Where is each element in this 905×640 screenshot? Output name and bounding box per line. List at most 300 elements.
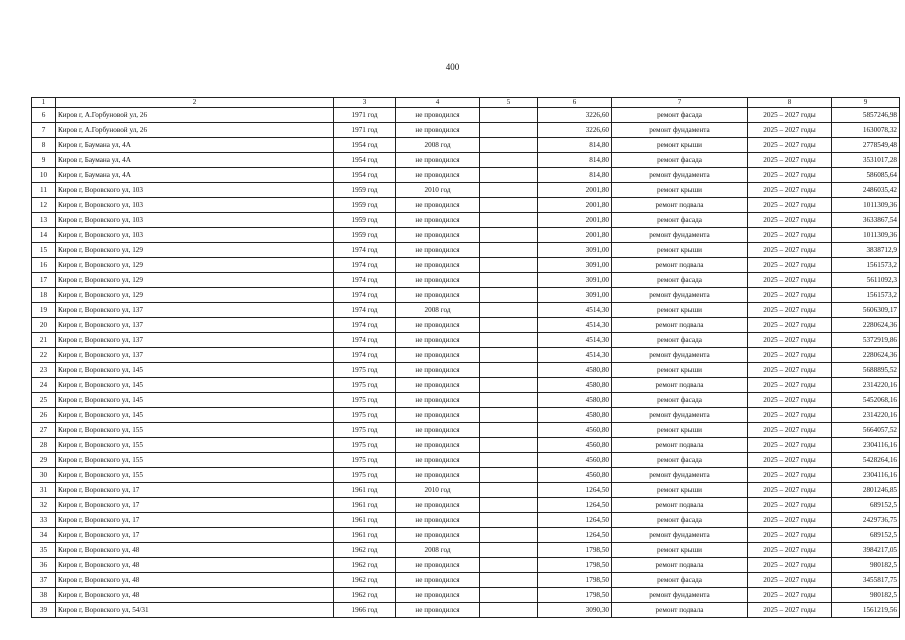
table-row bbox=[32, 363, 900, 378]
build-year-cell: 1959 год bbox=[334, 213, 396, 228]
address-cell: Киров г, А.Горбуновой ул, 26 bbox=[56, 123, 334, 138]
address-cell: Киров г, Воровского ул, 137 bbox=[56, 348, 334, 363]
period-cell: 2025 – 2027 годы bbox=[748, 453, 832, 468]
area-cell: 1798,50 bbox=[538, 543, 612, 558]
row-number: 21 bbox=[32, 333, 56, 348]
last-repair-cell: не проводился bbox=[396, 513, 480, 528]
table-row bbox=[32, 393, 900, 408]
last-repair-cell: не проводился bbox=[396, 408, 480, 423]
table-row bbox=[32, 273, 900, 288]
period-cell: 2025 – 2027 годы bbox=[748, 378, 832, 393]
address-cell: Киров г, Воровского ул, 48 bbox=[56, 588, 334, 603]
empty-cell bbox=[480, 243, 538, 258]
address-cell: Киров г, Воровского ул, 145 bbox=[56, 363, 334, 378]
work-type-cell: ремонт фасада bbox=[612, 153, 748, 168]
column-number: 7 bbox=[612, 98, 748, 108]
work-type-cell: ремонт крыши bbox=[612, 303, 748, 318]
table-row bbox=[32, 183, 900, 198]
area-cell: 814,80 bbox=[538, 138, 612, 153]
last-repair-cell: не проводился bbox=[396, 348, 480, 363]
cost-cell: 1561573,2 bbox=[832, 258, 900, 273]
cost-cell: 3984217,05 bbox=[832, 543, 900, 558]
build-year-cell: 1975 год bbox=[334, 363, 396, 378]
build-year-cell: 1975 год bbox=[334, 453, 396, 468]
work-type-cell: ремонт фасада bbox=[612, 513, 748, 528]
period-cell: 2025 – 2027 годы bbox=[748, 168, 832, 183]
column-number: 9 bbox=[832, 98, 900, 108]
address-cell: Киров г, Воровского ул, 17 bbox=[56, 528, 334, 543]
work-type-cell: ремонт подвала bbox=[612, 498, 748, 513]
row-number: 10 bbox=[32, 168, 56, 183]
work-type-cell: ремонт фундамента bbox=[612, 123, 748, 138]
work-type-cell: ремонт фасада bbox=[612, 333, 748, 348]
cost-cell: 3633867,54 bbox=[832, 213, 900, 228]
address-cell: Киров г, Баумана ул, 4А bbox=[56, 138, 334, 153]
build-year-cell: 1961 год bbox=[334, 498, 396, 513]
build-year-cell: 1954 год bbox=[334, 153, 396, 168]
empty-cell bbox=[480, 288, 538, 303]
column-number-row bbox=[32, 98, 900, 108]
work-type-cell: ремонт подвала bbox=[612, 258, 748, 273]
empty-cell bbox=[480, 483, 538, 498]
row-number: 22 bbox=[32, 348, 56, 363]
period-cell: 2025 – 2027 годы bbox=[748, 333, 832, 348]
table-body bbox=[32, 98, 900, 618]
last-repair-cell: не проводился bbox=[396, 258, 480, 273]
period-cell: 2025 – 2027 годы bbox=[748, 318, 832, 333]
area-cell: 4514,30 bbox=[538, 348, 612, 363]
address-cell: Киров г, Воровского ул, 103 bbox=[56, 198, 334, 213]
row-number: 38 bbox=[32, 588, 56, 603]
row-number: 7 bbox=[32, 123, 56, 138]
empty-cell bbox=[480, 498, 538, 513]
area-cell: 2001,80 bbox=[538, 198, 612, 213]
build-year-cell: 1974 год bbox=[334, 258, 396, 273]
cost-cell: 2280624,36 bbox=[832, 348, 900, 363]
period-cell: 2025 – 2027 годы bbox=[748, 123, 832, 138]
last-repair-cell: 2008 год bbox=[396, 138, 480, 153]
work-type-cell: ремонт крыши bbox=[612, 243, 748, 258]
last-repair-cell: не проводился bbox=[396, 333, 480, 348]
empty-cell bbox=[480, 378, 538, 393]
last-repair-cell: не проводился bbox=[396, 108, 480, 123]
address-cell: Киров г, Воровского ул, 145 bbox=[56, 408, 334, 423]
work-type-cell: ремонт крыши bbox=[612, 183, 748, 198]
address-cell: Киров г, Воровского ул, 103 bbox=[56, 228, 334, 243]
build-year-cell: 1975 год bbox=[334, 378, 396, 393]
area-cell: 3090,30 bbox=[538, 603, 612, 618]
empty-cell bbox=[480, 153, 538, 168]
build-year-cell: 1974 год bbox=[334, 333, 396, 348]
work-type-cell: ремонт подвала bbox=[612, 438, 748, 453]
period-cell: 2025 – 2027 годы bbox=[748, 528, 832, 543]
row-number: 12 bbox=[32, 198, 56, 213]
period-cell: 2025 – 2027 годы bbox=[748, 513, 832, 528]
build-year-cell: 1975 год bbox=[334, 393, 396, 408]
table-row bbox=[32, 483, 900, 498]
last-repair-cell: не проводился bbox=[396, 363, 480, 378]
last-repair-cell: не проводился bbox=[396, 168, 480, 183]
empty-cell bbox=[480, 468, 538, 483]
build-year-cell: 1961 год bbox=[334, 483, 396, 498]
period-cell: 2025 – 2027 годы bbox=[748, 288, 832, 303]
last-repair-cell: не проводился bbox=[396, 378, 480, 393]
period-cell: 2025 – 2027 годы bbox=[748, 483, 832, 498]
empty-cell bbox=[480, 438, 538, 453]
area-cell: 814,80 bbox=[538, 153, 612, 168]
cost-cell: 2304116,16 bbox=[832, 468, 900, 483]
build-year-cell: 1961 год bbox=[334, 513, 396, 528]
cost-cell: 1630078,32 bbox=[832, 123, 900, 138]
period-cell: 2025 – 2027 годы bbox=[748, 558, 832, 573]
table-row bbox=[32, 603, 900, 618]
row-number: 20 bbox=[32, 318, 56, 333]
cost-cell: 689152,5 bbox=[832, 498, 900, 513]
area-cell: 1798,50 bbox=[538, 558, 612, 573]
period-cell: 2025 – 2027 годы bbox=[748, 108, 832, 123]
work-type-cell: ремонт фасада bbox=[612, 453, 748, 468]
empty-cell bbox=[480, 543, 538, 558]
table-row bbox=[32, 303, 900, 318]
period-cell: 2025 – 2027 годы bbox=[748, 303, 832, 318]
empty-cell bbox=[480, 168, 538, 183]
area-cell: 3091,00 bbox=[538, 243, 612, 258]
row-number: 25 bbox=[32, 393, 56, 408]
row-number: 15 bbox=[32, 243, 56, 258]
table-row bbox=[32, 258, 900, 273]
cost-cell: 2778549,48 bbox=[832, 138, 900, 153]
area-cell: 4560,80 bbox=[538, 423, 612, 438]
row-number: 14 bbox=[32, 228, 56, 243]
work-type-cell: ремонт крыши bbox=[612, 423, 748, 438]
last-repair-cell: не проводился bbox=[396, 588, 480, 603]
table-row bbox=[32, 138, 900, 153]
area-cell: 4560,80 bbox=[538, 468, 612, 483]
address-cell: Киров г, Воровского ул, 155 bbox=[56, 453, 334, 468]
empty-cell bbox=[480, 108, 538, 123]
table-row bbox=[32, 468, 900, 483]
period-cell: 2025 – 2027 годы bbox=[748, 468, 832, 483]
cost-cell: 586085,64 bbox=[832, 168, 900, 183]
last-repair-cell: 2010 год bbox=[396, 483, 480, 498]
area-cell: 4514,30 bbox=[538, 303, 612, 318]
column-number: 3 bbox=[334, 98, 396, 108]
table-row bbox=[32, 108, 900, 123]
empty-cell bbox=[480, 333, 538, 348]
last-repair-cell: не проводился bbox=[396, 213, 480, 228]
period-cell: 2025 – 2027 годы bbox=[748, 438, 832, 453]
work-type-cell: ремонт фундамента bbox=[612, 288, 748, 303]
cost-cell: 5452068,16 bbox=[832, 393, 900, 408]
row-number: 13 bbox=[32, 213, 56, 228]
row-number: 16 bbox=[32, 258, 56, 273]
table-row bbox=[32, 498, 900, 513]
row-number: 8 bbox=[32, 138, 56, 153]
area-cell: 4560,80 bbox=[538, 438, 612, 453]
row-number: 33 bbox=[32, 513, 56, 528]
table-row bbox=[32, 513, 900, 528]
last-repair-cell: не проводился bbox=[396, 243, 480, 258]
last-repair-cell: не проводился bbox=[396, 288, 480, 303]
cost-cell: 2314220,16 bbox=[832, 378, 900, 393]
address-cell: Киров г, А.Горбуновой ул, 26 bbox=[56, 108, 334, 123]
cost-cell: 1011309,36 bbox=[832, 198, 900, 213]
row-number: 9 bbox=[32, 153, 56, 168]
table-row bbox=[32, 528, 900, 543]
empty-cell bbox=[480, 318, 538, 333]
cost-cell: 2429736,75 bbox=[832, 513, 900, 528]
row-number: 36 bbox=[32, 558, 56, 573]
work-type-cell: ремонт крыши bbox=[612, 543, 748, 558]
address-cell: Киров г, Воровского ул, 145 bbox=[56, 378, 334, 393]
build-year-cell: 1961 год bbox=[334, 528, 396, 543]
build-year-cell: 1959 год bbox=[334, 183, 396, 198]
repair-schedule-table bbox=[31, 97, 900, 618]
area-cell: 4560,80 bbox=[538, 453, 612, 468]
row-number: 39 bbox=[32, 603, 56, 618]
row-number: 34 bbox=[32, 528, 56, 543]
last-repair-cell: не проводился bbox=[396, 153, 480, 168]
column-number: 4 bbox=[396, 98, 480, 108]
row-number: 17 bbox=[32, 273, 56, 288]
cost-cell: 3531017,28 bbox=[832, 153, 900, 168]
work-type-cell: ремонт фундамента bbox=[612, 528, 748, 543]
build-year-cell: 1974 год bbox=[334, 318, 396, 333]
cost-cell: 2486035,42 bbox=[832, 183, 900, 198]
table-row bbox=[32, 558, 900, 573]
cost-cell: 1561219,56 bbox=[832, 603, 900, 618]
empty-cell bbox=[480, 528, 538, 543]
table-row bbox=[32, 588, 900, 603]
cost-cell: 5372919,86 bbox=[832, 333, 900, 348]
table-row bbox=[32, 123, 900, 138]
build-year-cell: 1966 год bbox=[334, 603, 396, 618]
area-cell: 3091,00 bbox=[538, 288, 612, 303]
build-year-cell: 1962 год bbox=[334, 558, 396, 573]
area-cell: 814,80 bbox=[538, 168, 612, 183]
cost-cell: 5857246,98 bbox=[832, 108, 900, 123]
row-number: 19 bbox=[32, 303, 56, 318]
build-year-cell: 1974 год bbox=[334, 288, 396, 303]
address-cell: Киров г, Воровского ул, 48 bbox=[56, 558, 334, 573]
cost-cell: 5428264,16 bbox=[832, 453, 900, 468]
area-cell: 3091,00 bbox=[538, 273, 612, 288]
period-cell: 2025 – 2027 годы bbox=[748, 213, 832, 228]
last-repair-cell: не проводился bbox=[396, 198, 480, 213]
work-type-cell: ремонт подвала bbox=[612, 558, 748, 573]
cost-cell: 980182,5 bbox=[832, 588, 900, 603]
last-repair-cell: 2008 год bbox=[396, 543, 480, 558]
area-cell: 4514,30 bbox=[538, 333, 612, 348]
area-cell: 1798,50 bbox=[538, 588, 612, 603]
empty-cell bbox=[480, 213, 538, 228]
table-row bbox=[32, 543, 900, 558]
period-cell: 2025 – 2027 годы bbox=[748, 348, 832, 363]
last-repair-cell: не проводился bbox=[396, 438, 480, 453]
table-row bbox=[32, 318, 900, 333]
column-number: 5 bbox=[480, 98, 538, 108]
period-cell: 2025 – 2027 годы bbox=[748, 408, 832, 423]
address-cell: Киров г, Воровского ул, 103 bbox=[56, 213, 334, 228]
last-repair-cell: не проводился bbox=[396, 558, 480, 573]
period-cell: 2025 – 2027 годы bbox=[748, 153, 832, 168]
area-cell: 1264,50 bbox=[538, 528, 612, 543]
address-cell: Киров г, Воровского ул, 129 bbox=[56, 288, 334, 303]
cost-cell: 689152,5 bbox=[832, 528, 900, 543]
address-cell: Киров г, Баумана ул, 4А bbox=[56, 168, 334, 183]
build-year-cell: 1971 год bbox=[334, 108, 396, 123]
row-number: 24 bbox=[32, 378, 56, 393]
empty-cell bbox=[480, 123, 538, 138]
address-cell: Киров г, Воровского ул, 137 bbox=[56, 303, 334, 318]
work-type-cell: ремонт подвала bbox=[612, 198, 748, 213]
row-number: 29 bbox=[32, 453, 56, 468]
address-cell: Киров г, Воровского ул, 54/31 bbox=[56, 603, 334, 618]
build-year-cell: 1962 год bbox=[334, 543, 396, 558]
area-cell: 2001,80 bbox=[538, 213, 612, 228]
table-row bbox=[32, 423, 900, 438]
address-cell: Киров г, Баумана ул, 4А bbox=[56, 153, 334, 168]
period-cell: 2025 – 2027 годы bbox=[748, 543, 832, 558]
period-cell: 2025 – 2027 годы bbox=[748, 273, 832, 288]
build-year-cell: 1975 год bbox=[334, 438, 396, 453]
build-year-cell: 1974 год bbox=[334, 243, 396, 258]
table-row bbox=[32, 213, 900, 228]
table-row bbox=[32, 348, 900, 363]
area-cell: 1264,50 bbox=[538, 483, 612, 498]
column-number: 2 bbox=[56, 98, 334, 108]
empty-cell bbox=[480, 348, 538, 363]
row-number: 31 bbox=[32, 483, 56, 498]
area-cell: 1798,50 bbox=[538, 573, 612, 588]
work-type-cell: ремонт фасада bbox=[612, 573, 748, 588]
row-number: 18 bbox=[32, 288, 56, 303]
last-repair-cell: не проводился bbox=[396, 423, 480, 438]
area-cell: 4580,80 bbox=[538, 408, 612, 423]
empty-cell bbox=[480, 138, 538, 153]
table-row bbox=[32, 153, 900, 168]
cost-cell: 2304116,16 bbox=[832, 438, 900, 453]
period-cell: 2025 – 2027 годы bbox=[748, 393, 832, 408]
cost-cell: 2280624,36 bbox=[832, 318, 900, 333]
address-cell: Киров г, Воровского ул, 129 bbox=[56, 273, 334, 288]
period-cell: 2025 – 2027 годы bbox=[748, 588, 832, 603]
address-cell: Киров г, Воровского ул, 17 bbox=[56, 483, 334, 498]
area-cell: 3226,60 bbox=[538, 123, 612, 138]
area-cell: 1264,50 bbox=[538, 498, 612, 513]
address-cell: Киров г, Воровского ул, 155 bbox=[56, 468, 334, 483]
work-type-cell: ремонт фундамента bbox=[612, 348, 748, 363]
address-cell: Киров г, Воровского ул, 17 bbox=[56, 498, 334, 513]
table-row bbox=[32, 378, 900, 393]
last-repair-cell: 2010 год bbox=[396, 183, 480, 198]
last-repair-cell: не проводился bbox=[396, 468, 480, 483]
work-type-cell: ремонт фасада bbox=[612, 273, 748, 288]
area-cell: 4580,80 bbox=[538, 393, 612, 408]
area-cell: 4580,80 bbox=[538, 363, 612, 378]
build-year-cell: 1974 год bbox=[334, 303, 396, 318]
work-type-cell: ремонт подвала bbox=[612, 603, 748, 618]
last-repair-cell: не проводился bbox=[396, 573, 480, 588]
period-cell: 2025 – 2027 годы bbox=[748, 258, 832, 273]
empty-cell bbox=[480, 273, 538, 288]
period-cell: 2025 – 2027 годы bbox=[748, 183, 832, 198]
table-row bbox=[32, 453, 900, 468]
row-number: 35 bbox=[32, 543, 56, 558]
last-repair-cell: не проводился bbox=[396, 528, 480, 543]
work-type-cell: ремонт фундамента bbox=[612, 168, 748, 183]
build-year-cell: 1974 год bbox=[334, 348, 396, 363]
cost-cell: 2314220,16 bbox=[832, 408, 900, 423]
build-year-cell: 1954 год bbox=[334, 138, 396, 153]
table-row bbox=[32, 288, 900, 303]
column-number: 8 bbox=[748, 98, 832, 108]
address-cell: Киров г, Воровского ул, 129 bbox=[56, 258, 334, 273]
empty-cell bbox=[480, 363, 538, 378]
period-cell: 2025 – 2027 годы bbox=[748, 498, 832, 513]
work-type-cell: ремонт крыши bbox=[612, 138, 748, 153]
period-cell: 2025 – 2027 годы bbox=[748, 423, 832, 438]
table-row bbox=[32, 333, 900, 348]
work-type-cell: ремонт крыши bbox=[612, 483, 748, 498]
last-repair-cell: не проводился bbox=[396, 453, 480, 468]
last-repair-cell: 2008 год bbox=[396, 303, 480, 318]
period-cell: 2025 – 2027 годы bbox=[748, 198, 832, 213]
build-year-cell: 1971 год bbox=[334, 123, 396, 138]
build-year-cell: 1959 год bbox=[334, 198, 396, 213]
last-repair-cell: не проводился bbox=[396, 228, 480, 243]
address-cell: Киров г, Воровского ул, 145 bbox=[56, 393, 334, 408]
work-type-cell: ремонт фасада bbox=[612, 393, 748, 408]
work-type-cell: ремонт фасада bbox=[612, 108, 748, 123]
empty-cell bbox=[480, 408, 538, 423]
cost-cell: 1561573,2 bbox=[832, 288, 900, 303]
empty-cell bbox=[480, 513, 538, 528]
area-cell: 2001,80 bbox=[538, 228, 612, 243]
row-number: 28 bbox=[32, 438, 56, 453]
cost-cell: 3455817,75 bbox=[832, 573, 900, 588]
last-repair-cell: не проводился bbox=[396, 393, 480, 408]
column-number: 1 bbox=[32, 98, 56, 108]
work-type-cell: ремонт крыши bbox=[612, 363, 748, 378]
period-cell: 2025 – 2027 годы bbox=[748, 228, 832, 243]
cost-cell: 3838712,9 bbox=[832, 243, 900, 258]
work-type-cell: ремонт фундамента bbox=[612, 468, 748, 483]
area-cell: 4514,30 bbox=[538, 318, 612, 333]
cost-cell: 5664057,52 bbox=[832, 423, 900, 438]
address-cell: Киров г, Воровского ул, 103 bbox=[56, 183, 334, 198]
period-cell: 2025 – 2027 годы bbox=[748, 573, 832, 588]
row-number: 23 bbox=[32, 363, 56, 378]
address-cell: Киров г, Воровского ул, 48 bbox=[56, 543, 334, 558]
table-row bbox=[32, 228, 900, 243]
area-cell: 4580,80 bbox=[538, 378, 612, 393]
table-row bbox=[32, 198, 900, 213]
cost-cell: 2801246,85 bbox=[832, 483, 900, 498]
empty-cell bbox=[480, 198, 538, 213]
area-cell: 3226,60 bbox=[538, 108, 612, 123]
empty-cell bbox=[480, 588, 538, 603]
area-cell: 2001,80 bbox=[538, 183, 612, 198]
cost-cell: 1011309,36 bbox=[832, 228, 900, 243]
build-year-cell: 1962 год bbox=[334, 573, 396, 588]
address-cell: Киров г, Воровского ул, 48 bbox=[56, 573, 334, 588]
last-repair-cell: не проводился bbox=[396, 273, 480, 288]
table-row bbox=[32, 438, 900, 453]
row-number: 30 bbox=[32, 468, 56, 483]
work-type-cell: ремонт фундамента bbox=[612, 408, 748, 423]
row-number: 27 bbox=[32, 423, 56, 438]
